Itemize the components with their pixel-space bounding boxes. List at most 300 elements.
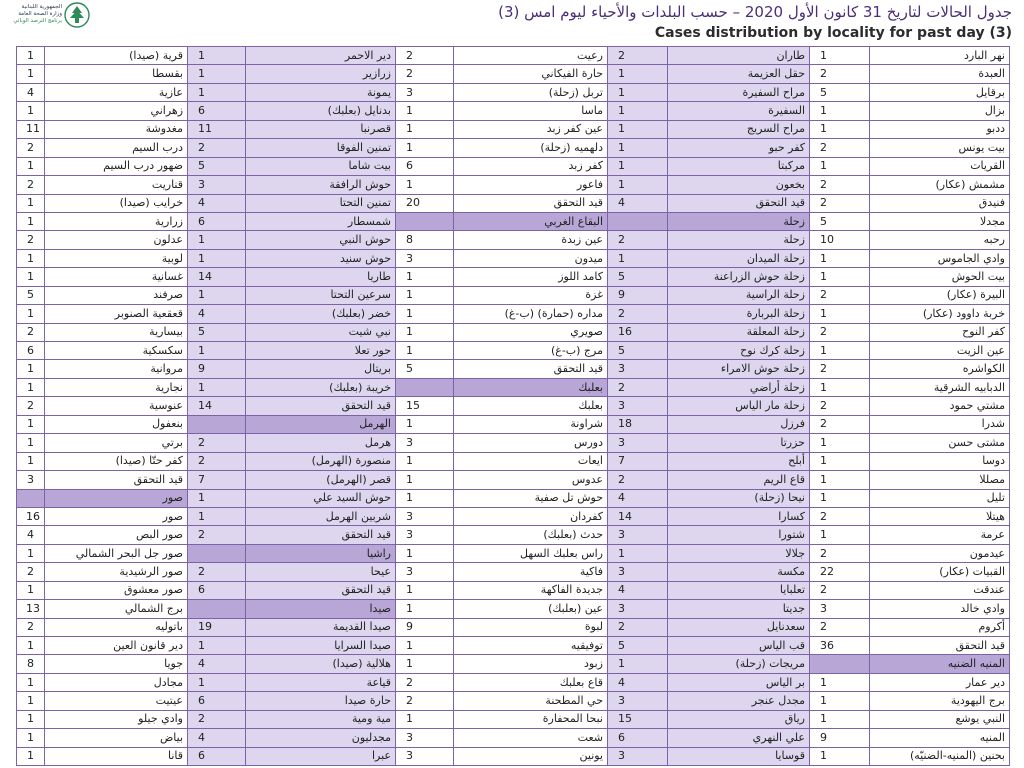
case-count-cell: 1	[810, 692, 870, 710]
locality-name-cell: شعت	[454, 729, 608, 747]
locality-name-cell: تمنين التحتا	[246, 194, 396, 212]
locality-name-cell: عدوس	[454, 471, 608, 489]
locality-name-cell: بيسارية	[45, 323, 188, 341]
case-count-cell: 1	[396, 544, 454, 562]
locality-name-cell: قب الياس	[668, 637, 810, 655]
locality-name-cell: ايعات	[454, 452, 608, 470]
case-count-cell: 1	[188, 47, 246, 65]
case-count-cell: 1	[608, 139, 668, 157]
locality-name-cell: فرزل	[668, 415, 810, 433]
case-count-cell: 2	[608, 305, 668, 323]
locality-name-cell: ماسا	[454, 102, 608, 120]
locality-name-cell: حوش السيد علي	[246, 489, 396, 507]
locality-name-cell: قيد التحقق	[246, 526, 396, 544]
case-count-cell: 1	[17, 747, 45, 765]
case-count-cell: 3	[608, 526, 668, 544]
case-count-cell: 9	[396, 618, 454, 636]
locality-name-cell: بيت الحوش	[870, 268, 1010, 286]
case-count-cell: 2	[396, 673, 454, 691]
locality-name-cell: قيد التحقق	[45, 471, 188, 489]
locality-name-cell: أبلح	[668, 452, 810, 470]
case-count-cell: 8	[396, 231, 454, 249]
case-count-cell: 1	[810, 120, 870, 138]
case-count-cell: 2	[810, 286, 870, 304]
locality-name-cell: زحلة المعلقة	[668, 323, 810, 341]
table-row	[17, 360, 1010, 378]
case-count-cell: 1	[810, 268, 870, 286]
case-count-cell: 18	[608, 415, 668, 433]
locality-name-cell: صور الرشيدية	[45, 563, 188, 581]
case-count-cell: 8	[17, 655, 45, 673]
locality-name-cell: باتوليه	[45, 618, 188, 636]
locality-name-cell: قصر (الهرمل)	[246, 471, 396, 489]
locality-name-cell: عبرا	[246, 747, 396, 765]
case-count-cell: 2	[17, 563, 45, 581]
case-count-cell: 1	[810, 526, 870, 544]
logo-line-republic: الجمهورية اللبنانية	[21, 4, 62, 10]
case-count-cell: 4	[188, 194, 246, 212]
case-count-cell: 9	[810, 729, 870, 747]
locality-name-cell: عين زبدة	[454, 231, 608, 249]
table-row	[17, 139, 1010, 157]
cases-table	[16, 46, 1010, 766]
case-count-cell: 3	[396, 747, 454, 765]
case-count-cell: 1	[396, 120, 454, 138]
case-count-cell: 1	[810, 102, 870, 120]
locality-name-cell: زرارية	[45, 212, 188, 230]
case-count-cell: 6	[188, 692, 246, 710]
table-row	[17, 305, 1010, 323]
locality-name-cell: عدلون	[45, 231, 188, 249]
locality-name-cell: بر الياس	[668, 673, 810, 691]
case-count-cell: 2	[608, 618, 668, 636]
locality-name-cell: مصللا	[870, 471, 1010, 489]
case-count-cell: 1	[396, 323, 454, 341]
case-count-cell: 2	[396, 47, 454, 65]
locality-name-cell: حدث (بعلبك)	[454, 526, 608, 544]
case-count-cell: 1	[608, 102, 668, 120]
cedar-icon	[64, 2, 90, 28]
case-count-cell: 1	[608, 655, 668, 673]
case-count-cell: 2	[810, 139, 870, 157]
locality-name-cell: لوبية	[45, 249, 188, 267]
case-count-cell: 1	[17, 102, 45, 120]
case-count-cell: 3	[188, 176, 246, 194]
locality-name-cell: ميدون	[454, 249, 608, 267]
locality-name-cell: صيدا السرايا	[246, 637, 396, 655]
locality-name-cell: بحنين (المنيه-الضنيّه)	[870, 747, 1010, 765]
case-count-cell: 6	[608, 729, 668, 747]
case-count-cell: 1	[810, 452, 870, 470]
case-count-cell: 1	[17, 65, 45, 83]
case-count-cell: 3	[396, 729, 454, 747]
case-count-cell: 1	[17, 710, 45, 728]
case-count-cell: 1	[17, 157, 45, 175]
case-count-cell: 1	[17, 544, 45, 562]
case-count-cell: 14	[188, 268, 246, 286]
locality-name-cell: جديدة الفاكهة	[454, 581, 608, 599]
locality-name-cell: يونين	[454, 747, 608, 765]
locality-name-cell: عنوسية	[45, 397, 188, 415]
locality-name-cell: زحلة الميدان	[668, 249, 810, 267]
case-count-cell: 2	[188, 434, 246, 452]
case-count-cell: 1	[17, 692, 45, 710]
locality-name-cell: العبدة	[870, 65, 1010, 83]
locality-name-cell: مغدوشة	[45, 120, 188, 138]
case-count-cell: 1	[608, 65, 668, 83]
table-row	[17, 729, 1010, 747]
locality-name-cell: هيتلا	[870, 507, 1010, 525]
case-count-cell: 1	[396, 710, 454, 728]
case-count-cell: 1	[17, 452, 45, 470]
locality-name-cell: دورس	[454, 434, 608, 452]
case-count-cell: 1	[17, 360, 45, 378]
locality-name-cell: قصرنبا	[246, 120, 396, 138]
case-count-cell: 6	[188, 581, 246, 599]
locality-name-cell: زحلة أراضي	[668, 378, 810, 396]
locality-name-cell: تربل (زحلة)	[454, 83, 608, 101]
table-row	[17, 452, 1010, 470]
case-count-cell: 3	[608, 692, 668, 710]
cases-table-container	[16, 46, 1009, 766]
case-count-cell: 11	[188, 120, 246, 138]
locality-name-cell: جويا	[45, 655, 188, 673]
district-header-cell: بعلبك	[454, 378, 608, 396]
case-count-cell: 5	[188, 157, 246, 175]
case-count-cell: 2	[396, 692, 454, 710]
case-count-cell: 1	[608, 157, 668, 175]
locality-name-cell: قوسايا	[668, 747, 810, 765]
locality-name-cell: لبوة	[454, 618, 608, 636]
locality-name-cell: حارة صيدا	[246, 692, 396, 710]
locality-name-cell: حوش سنيد	[246, 249, 396, 267]
case-count-cell: 9	[188, 360, 246, 378]
table-row	[17, 268, 1010, 286]
locality-name-cell: رعيت	[454, 47, 608, 65]
case-count-cell: 2	[810, 507, 870, 525]
table-row	[17, 323, 1010, 341]
locality-name-cell: وادي جيلو	[45, 710, 188, 728]
locality-name-cell: مروانية	[45, 360, 188, 378]
case-count-cell: 2	[810, 360, 870, 378]
locality-name-cell: صور البص	[45, 526, 188, 544]
case-count-cell	[608, 212, 668, 230]
locality-name-cell: صور	[45, 507, 188, 525]
case-count-cell: 9	[608, 286, 668, 304]
case-count-cell: 4	[608, 581, 668, 599]
locality-name-cell: برج اليهودية	[870, 692, 1010, 710]
locality-name-cell: كسارا	[668, 507, 810, 525]
locality-name-cell: المنيه	[870, 729, 1010, 747]
case-count-cell: 1	[608, 83, 668, 101]
locality-name-cell: عين كفر زبد	[454, 120, 608, 138]
locality-name-cell: مراح السريج	[668, 120, 810, 138]
locality-name-cell: حوش الرافقة	[246, 176, 396, 194]
case-count-cell: 1	[17, 378, 45, 396]
case-count-cell: 1	[810, 434, 870, 452]
locality-name-cell: بيت يونس	[870, 139, 1010, 157]
logo-line-ministry: وزارة الصحة العامة	[18, 11, 62, 17]
table-row	[17, 673, 1010, 691]
locality-name-cell: قيد التحقق	[454, 360, 608, 378]
locality-name-cell: الكواشره	[870, 360, 1010, 378]
logo-text	[6, 4, 62, 25]
case-count-cell: 13	[17, 600, 45, 618]
case-count-cell: 5	[17, 286, 45, 304]
case-count-cell: 2	[188, 452, 246, 470]
case-count-cell: 2	[17, 231, 45, 249]
case-count-cell: 2	[810, 397, 870, 415]
case-count-cell: 3	[608, 600, 668, 618]
case-count-cell: 2	[188, 526, 246, 544]
case-count-cell: 2	[17, 176, 45, 194]
locality-name-cell: طاران	[668, 47, 810, 65]
case-count-cell: 2	[810, 618, 870, 636]
case-count-cell: 14	[188, 397, 246, 415]
table-row	[17, 747, 1010, 765]
case-count-cell: 1	[188, 65, 246, 83]
locality-name-cell: فاعور	[454, 176, 608, 194]
case-count-cell: 1	[810, 489, 870, 507]
district-header-cell: صور	[45, 489, 188, 507]
case-count-cell: 3	[608, 360, 668, 378]
case-count-cell: 4	[188, 729, 246, 747]
case-count-cell: 6	[396, 157, 454, 175]
district-header-cell: صيدا	[246, 600, 396, 618]
locality-name-cell: نيحا (زحلة)	[668, 489, 810, 507]
locality-name-cell: راس بعلبك السهل	[454, 544, 608, 562]
case-count-cell: 1	[396, 471, 454, 489]
locality-name-cell: عرمة	[870, 526, 1010, 544]
table-row	[17, 526, 1010, 544]
locality-name-cell: حزرتا	[668, 434, 810, 452]
ministry-logo	[6, 2, 90, 32]
locality-name-cell: جلالا	[668, 544, 810, 562]
locality-name-cell: علي النهري	[668, 729, 810, 747]
locality-name-cell: ضهور درب السيم	[45, 157, 188, 175]
locality-name-cell: كفر حتّا (صيدا)	[45, 452, 188, 470]
case-count-cell: 1	[396, 415, 454, 433]
locality-name-cell: شدرا	[870, 415, 1010, 433]
case-count-cell: 6	[188, 102, 246, 120]
table-row	[17, 65, 1010, 83]
case-count-cell: 2	[810, 65, 870, 83]
case-count-cell: 16	[17, 507, 45, 525]
locality-name-cell: نبي شيت	[246, 323, 396, 341]
locality-name-cell: تليل	[870, 489, 1010, 507]
locality-name-cell: قيد التحقق	[454, 194, 608, 212]
case-count-cell: 1	[396, 655, 454, 673]
case-count-cell: 2	[396, 65, 454, 83]
locality-name-cell: رياق	[668, 710, 810, 728]
locality-name-cell: فاكية	[454, 563, 608, 581]
case-count-cell: 3	[396, 83, 454, 101]
case-count-cell: 3	[608, 434, 668, 452]
locality-name-cell: غزة	[454, 286, 608, 304]
case-count-cell: 1	[188, 286, 246, 304]
case-count-cell	[188, 544, 246, 562]
case-count-cell: 1	[810, 47, 870, 65]
locality-name-cell: بدنايل (بعلبك)	[246, 102, 396, 120]
case-count-cell: 3	[396, 563, 454, 581]
locality-name-cell: نجارية	[45, 378, 188, 396]
case-count-cell: 1	[17, 673, 45, 691]
case-count-cell: 1	[396, 342, 454, 360]
district-header-cell: زحلة	[668, 212, 810, 230]
locality-name-cell: برج الشمالي	[45, 600, 188, 618]
case-count-cell: 3	[608, 397, 668, 415]
case-count-cell: 1	[188, 673, 246, 691]
locality-name-cell: رحبه	[870, 231, 1010, 249]
case-count-cell: 1	[396, 637, 454, 655]
locality-name-cell: مراح السفيرة	[668, 83, 810, 101]
locality-name-cell: زحلة البربارة	[668, 305, 810, 323]
table-row	[17, 489, 1010, 507]
case-count-cell: 4	[188, 305, 246, 323]
case-count-cell	[17, 489, 45, 507]
locality-name-cell: زحلة مار الياس	[668, 397, 810, 415]
locality-name-cell: دوسا	[870, 452, 1010, 470]
locality-name-cell: توفيقيه	[454, 637, 608, 655]
locality-name-cell: بزال	[870, 102, 1010, 120]
page-title-arabic: جدول الحالات لتاريخ 31 كانون الأول 2020 – حسب البلدات والأحياء ليوم امس (3)	[498, 3, 1012, 21]
case-count-cell: 1	[608, 544, 668, 562]
district-header-cell: البقاع الغربي	[454, 212, 608, 230]
locality-name-cell: سعدنايل	[668, 618, 810, 636]
locality-name-cell: عازية	[45, 83, 188, 101]
case-count-cell: 5	[608, 342, 668, 360]
case-count-cell: 20	[396, 194, 454, 212]
locality-name-cell: زهراني	[45, 102, 188, 120]
locality-name-cell: حوش تل صفية	[454, 489, 608, 507]
case-count-cell: 2	[810, 544, 870, 562]
locality-name-cell: مرج (ب-غ)	[454, 342, 608, 360]
case-count-cell: 2	[17, 397, 45, 415]
table-row	[17, 710, 1010, 728]
table-row	[17, 47, 1010, 65]
case-count-cell: 5	[608, 637, 668, 655]
locality-name-cell: خرايب (صيدا)	[45, 194, 188, 212]
locality-name-cell: صويري	[454, 323, 608, 341]
case-count-cell: 5	[188, 323, 246, 341]
table-row	[17, 378, 1010, 396]
locality-name-cell: سكسكية	[45, 342, 188, 360]
locality-name-cell: حور تعلا	[246, 342, 396, 360]
case-count-cell: 1	[17, 47, 45, 65]
locality-name-cell: برقايل	[870, 83, 1010, 101]
table-row	[17, 102, 1010, 120]
case-count-cell: 1	[188, 231, 246, 249]
locality-name-cell: مشتي حمود	[870, 397, 1010, 415]
table-row	[17, 600, 1010, 618]
case-count-cell: 3	[810, 600, 870, 618]
case-count-cell: 2	[188, 139, 246, 157]
page-title-english: Cases distribution by locality for past day (3)	[654, 25, 1012, 41]
locality-name-cell: عين (بعلبك)	[454, 600, 608, 618]
locality-name-cell: خريبة (بعلبك)	[246, 378, 396, 396]
case-count-cell: 2	[188, 563, 246, 581]
locality-name-cell: مشمش (عكار)	[870, 176, 1010, 194]
locality-name-cell: هرمل	[246, 434, 396, 452]
table-row	[17, 415, 1010, 433]
case-count-cell: 1	[608, 176, 668, 194]
locality-name-cell: صور معشوق	[45, 581, 188, 599]
locality-name-cell: بنعفول	[45, 415, 188, 433]
district-header-cell: راشيا	[246, 544, 396, 562]
locality-name-cell: قناريت	[45, 176, 188, 194]
locality-name-cell: قيد التحقق	[870, 637, 1010, 655]
case-count-cell: 11	[17, 120, 45, 138]
case-count-cell: 3	[608, 747, 668, 765]
case-count-cell	[188, 600, 246, 618]
case-count-cell: 1	[396, 268, 454, 286]
case-count-cell: 4	[17, 83, 45, 101]
locality-name-cell: بخعون	[668, 176, 810, 194]
table-row	[17, 637, 1010, 655]
locality-name-cell: شربين الهرمل	[246, 507, 396, 525]
locality-name-cell: مجدلا	[870, 212, 1010, 230]
case-count-cell: 1	[810, 342, 870, 360]
locality-name-cell: عندقت	[870, 581, 1010, 599]
table-row	[17, 342, 1010, 360]
case-count-cell: 4	[608, 673, 668, 691]
locality-name-cell: دير عمار	[870, 673, 1010, 691]
case-count-cell: 1	[396, 139, 454, 157]
locality-name-cell: السفيرة	[668, 102, 810, 120]
case-count-cell: 4	[188, 655, 246, 673]
case-count-cell: 1	[396, 581, 454, 599]
case-count-cell: 1	[608, 120, 668, 138]
case-count-cell: 6	[188, 212, 246, 230]
locality-name-cell: غسانية	[45, 268, 188, 286]
case-count-cell: 2	[608, 231, 668, 249]
case-count-cell: 4	[608, 489, 668, 507]
locality-name-cell: زبود	[454, 655, 608, 673]
locality-name-cell: كفر حبو	[668, 139, 810, 157]
locality-name-cell: حي المطحنة	[454, 692, 608, 710]
table-row	[17, 83, 1010, 101]
case-count-cell: 1	[188, 83, 246, 101]
case-count-cell: 1	[810, 378, 870, 396]
locality-name-cell: مداره (حمارة) (ب-غ)	[454, 305, 608, 323]
locality-name-cell: خربة داوود (عكار)	[870, 305, 1010, 323]
case-count-cell: 1	[17, 305, 45, 323]
locality-name-cell: عين الزيت	[870, 342, 1010, 360]
locality-name-cell: زحلة حوش الامراء	[668, 360, 810, 378]
locality-name-cell: بريتال	[246, 360, 396, 378]
case-count-cell: 1	[17, 729, 45, 747]
locality-name-cell: شتورا	[668, 526, 810, 544]
locality-name-cell: كامد اللوز	[454, 268, 608, 286]
case-count-cell: 19	[188, 618, 246, 636]
case-count-cell: 1	[17, 434, 45, 452]
case-count-cell: 1	[396, 489, 454, 507]
table-row	[17, 286, 1010, 304]
locality-name-cell: قيد التحقق	[246, 397, 396, 415]
case-count-cell: 2	[17, 618, 45, 636]
locality-name-cell: منصورة (الهرمل)	[246, 452, 396, 470]
case-count-cell: 5	[810, 83, 870, 101]
case-count-cell: 2	[17, 139, 45, 157]
case-count-cell: 1	[396, 102, 454, 120]
locality-name-cell: قانا	[45, 747, 188, 765]
locality-name-cell: زحلة كرك نوح	[668, 342, 810, 360]
locality-name-cell: صور جل البحر الشمالي	[45, 544, 188, 562]
case-count-cell: 1	[188, 378, 246, 396]
case-count-cell: 1	[396, 600, 454, 618]
table-row	[17, 157, 1010, 175]
table-row	[17, 249, 1010, 267]
